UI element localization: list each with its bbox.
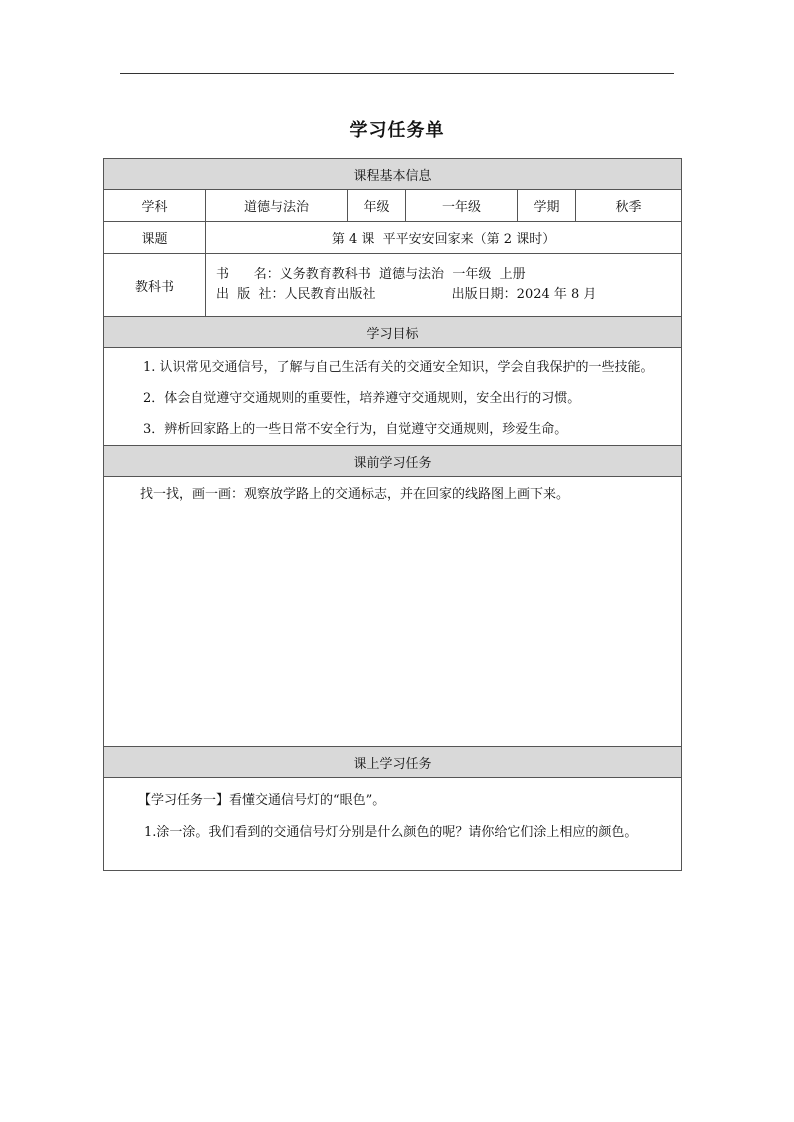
subject-value: 道德与法治 [206,190,348,222]
pre-class-task: 找一找，画一画：观察放学路上的交通标志，并在回家的线路图上画下来。 [104,477,682,747]
subject-label: 学科 [104,190,206,222]
pre-class-header: 课前学习任务 [104,446,682,477]
in-class-task [104,778,682,871]
goal-item-1: 1. 认识常见交通信号，了解与自己生活有关的交通安全知识，学会自我保护的一些技能。 [143,360,654,375]
basic-info-header: 课程基本信息 [104,159,682,190]
textbook-label: 教科书 [104,254,206,317]
book-name: 书 名：义务教育教科书 道德与法治 一年级 上册 [216,267,526,282]
in-class-header: 课上学习任务 [104,747,682,778]
grade-value: 一年级 [406,190,518,222]
task-one-item: 1.涂一涂。我们看到的交通信号灯分别是什么颜色的呢？请你给它们涂上相应的颜色。 [144,825,638,840]
publisher-line [212,285,675,305]
topic-value: 第 4 课 平平安安回家来（第 2 课时） [206,222,682,254]
textbook-info [206,254,682,317]
goals-list [104,348,682,446]
header-rule [120,73,674,74]
document-title: 学习任务单 [349,120,445,141]
publisher: 出 版 社：人民教育出版社 [216,287,376,302]
term-value: 秋季 [576,190,682,222]
term-label: 学期 [518,190,576,222]
goal-item-2: 2．体会自觉遵守交通规则的重要性，培养遵守交通规则，安全出行的习惯。 [143,391,581,406]
goals-header: 学习目标 [104,317,682,348]
task-sheet-table [103,158,682,871]
goal-item-3: 3．辨析回家路上的一些日常不安全行为，自觉遵守交通规则，珍爱生命。 [143,422,568,437]
publish-date: 出版日期：2024 年 8 月 [451,287,597,302]
grade-label: 年级 [348,190,406,222]
task-one-title: 【学习任务一】看懂交通信号灯的“眼色”。 [138,793,386,808]
topic-label: 课题 [104,222,206,254]
